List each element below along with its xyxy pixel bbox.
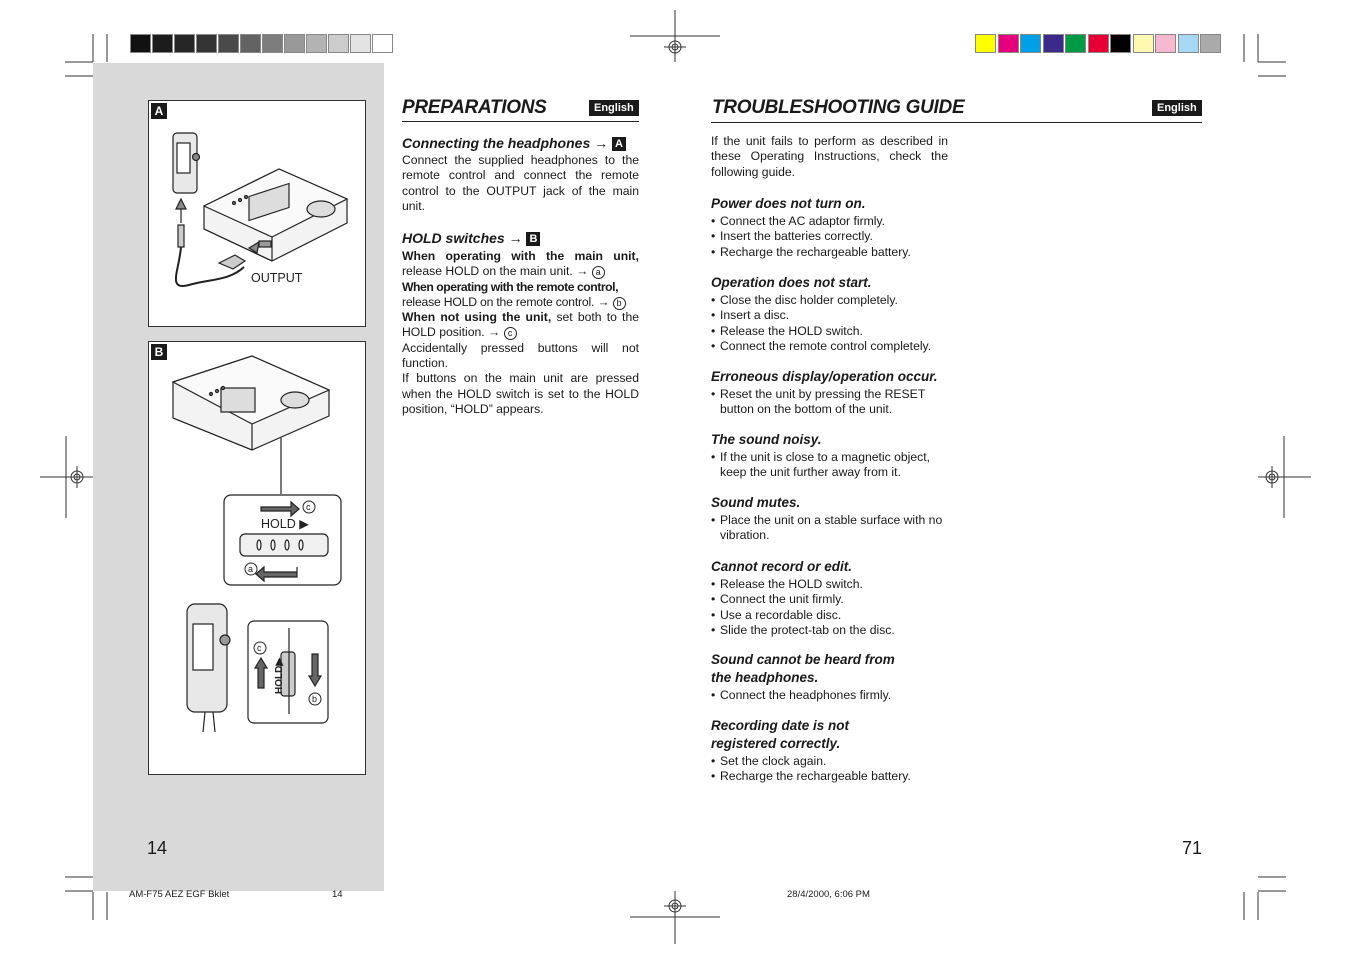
troubleshooting-section-heading: Sound cannot be heard from the headphones. [711,652,895,685]
troubleshooting-item-text: Reset the unit by pressing the RESET button on the bottom of the unit. [720,387,926,417]
headphone-connection-illustration [149,101,365,326]
figure-b [148,341,366,775]
page-number-left: 14 [147,838,168,858]
troubleshooting-section [711,651,951,703]
hold-pressed: If buttons on the main unit are pressed when the HOLD switch is set to the HOLD position, “HOLD” appears. [402,371,639,416]
connecting-heading-tag: A [612,137,626,151]
troubleshooting-section [711,717,951,785]
troubleshooting-item-list [711,754,951,785]
troubleshooting-item-text: Release the HOLD switch. [720,577,863,591]
troubleshooting-item-text: Release the HOLD switch. [720,323,863,338]
hold-heading [402,229,540,247]
troubleshooting-item [711,229,951,244]
troubleshooting-section-heading: Power does not turn on. [711,196,866,211]
troubleshooting-item [711,608,951,623]
troubleshooting-item [711,293,951,308]
footer-date: 28/4/2000, 6:06 PM [787,889,870,900]
troubleshooting-section [711,274,951,354]
marker-b: b [312,694,318,704]
hold-notuse-text: set both to the HOLD position. → [402,310,640,340]
hold-switch-illustration [149,342,365,774]
preparations-language-badge: English [589,100,639,116]
figure-a-tag: A [151,103,167,119]
troubleshooting-item [711,387,951,418]
preparations-title: PREPARATIONS [402,97,547,118]
troubleshooting-item [711,592,951,607]
troubleshooting-section-heading: Recording date is not registered correctly. [711,718,850,751]
troubleshooting-section-heading: Cannot record or edit. [711,559,853,574]
connecting-heading [402,134,626,152]
troubleshooting-item-text: Insert a disc. [720,308,790,323]
page-number-right: 71 [1182,838,1203,858]
troubleshooting-section-heading: Sound mutes. [711,495,801,510]
troubleshooting-item [711,754,951,769]
hold-label-vertical: HOLD▶ [274,657,285,694]
troubleshooting-item [711,623,951,638]
troubleshooting-item [711,769,951,784]
troubleshooting-item [711,577,951,592]
troubleshooting-item [711,513,951,544]
troubleshooting-item-list [711,450,951,481]
troubleshooting-item-text: Set the clock again. [720,754,827,768]
hold-remote-text: release HOLD on the remote control. → [402,294,610,309]
troubleshooting-item-list [711,293,951,354]
marker-c-remote: c [257,643,262,653]
figure-a [148,100,366,327]
troubleshooting-item-list [711,577,951,638]
troubleshooting-item [711,245,951,260]
troubleshooting-item-text: Connect the unit firmly. [720,592,844,607]
troubleshooting-item [711,214,951,229]
figure-b-tag: B [151,344,167,360]
hold-heading-text: HOLD switches → [402,230,523,246]
troubleshooting-item-text: Recharge the rechargeable battery. [720,769,911,784]
hold-main-bold: When operating with the main unit, [402,249,639,263]
troubleshooting-item-text: Connect the AC adaptor firmly. [720,214,886,228]
troubleshooting-item-list [711,688,951,703]
troubleshooting-item-text: Slide the protect-tab on the disc. [720,622,895,637]
troubleshooting-section [711,368,951,418]
connecting-text: Connect the supplied headphones to the remote control and connect the remote control to the OUTPUT jack of the main unit. [402,153,639,213]
troubleshooting-section [711,558,951,638]
troubleshooting-item-text: Insert the batteries correctly. [720,229,873,244]
troubleshooting-section [711,431,951,481]
hold-accidental: Accidentally pressed buttons will not function. [402,340,639,371]
troubleshooting-intro: If the unit fails to perform as described in these Operating Instructions, check the following guide. [711,134,948,179]
troubleshooting-item [711,324,951,339]
troubleshooting-title: TROUBLESHOOTING GUIDE [712,97,965,118]
preparations-rule [402,121,639,122]
troubleshooting-section-heading: The sound noisy. [711,432,822,447]
troubleshooting-item [711,339,951,354]
troubleshooting-section [711,494,951,544]
troubleshooting-item-list [711,513,951,544]
hold-main-text: release HOLD on the main unit. → [402,264,589,279]
troubleshooting-item-text: Recharge the rechargeable battery. [720,244,911,259]
troubleshooting-item [711,308,951,323]
marker-c: c [306,502,311,512]
troubleshooting-item-text: Place the unit on a stable surface with no vibration. [720,513,943,543]
hold-heading-tag: B [526,232,540,246]
troubleshooting-section [711,195,951,260]
hold-remote-bold: When operating with the remote control, [402,279,619,294]
troubleshooting-item-text: Connect the remote control completely. [720,338,932,353]
connecting-heading-text: Connecting the headphones → [402,135,609,151]
troubleshooting-item-list [711,214,951,260]
troubleshooting-section-heading: Operation does not start. [711,275,872,290]
troubleshooting-item-text: Close the disc holder completely. [720,293,898,307]
output-label: OUTPUT [251,271,303,285]
troubleshooting-item-text: If the unit is close to a magnetic object, keep the unit further away from it. [720,450,931,480]
troubleshooting-section-heading: Erroneous display/operation occur. [711,369,938,384]
troubleshooting-item [711,688,951,703]
hold-body [402,249,639,417]
troubleshooting-item-text: Use a recordable disc. [720,607,842,622]
hold-notuse-bold: When not using the unit, [402,310,552,325]
troubleshooting-language-badge: English [1152,100,1202,116]
hold-notuse-ref: c [504,327,517,340]
footer-file: AM-F75 AEZ EGF Bklet [129,889,230,900]
troubleshooting-item-list [711,387,951,418]
hold-label: HOLD ▶ [261,517,309,531]
troubleshooting-item [711,450,951,481]
marker-a: a [248,564,254,574]
troubleshooting-rule [711,122,1202,123]
hold-main-ref: a [592,266,605,279]
troubleshooting-item-text: Connect the headphones firmly. [720,688,892,702]
footer-page: 14 [332,889,343,900]
hold-remote-ref: b [613,297,626,310]
